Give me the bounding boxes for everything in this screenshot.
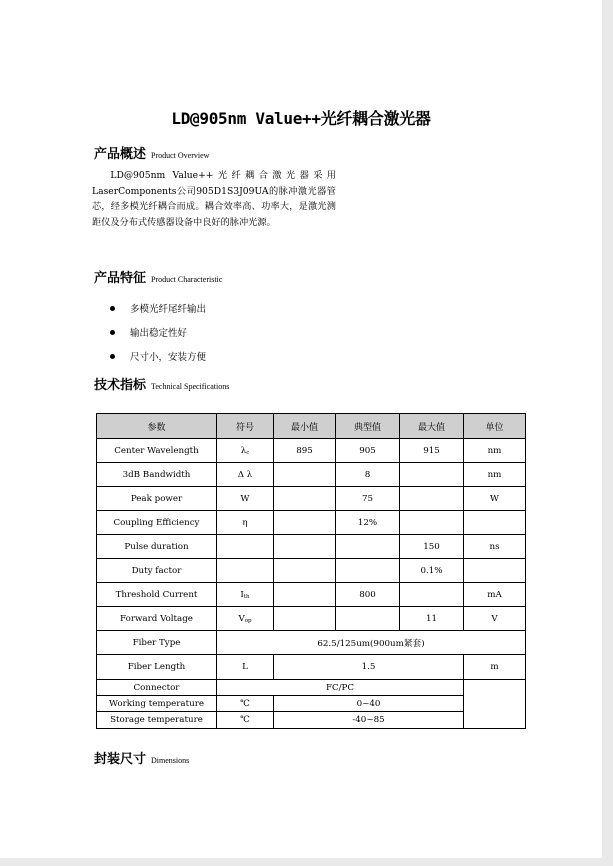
section-heading-en: Product Overview xyxy=(151,151,210,160)
min-cell xyxy=(274,463,336,487)
symbol-cell xyxy=(217,439,274,463)
max-cell: 11 xyxy=(400,607,464,631)
symbol-cell xyxy=(217,487,274,511)
fiber-length-value: 1.5 xyxy=(274,655,464,680)
typ-cell xyxy=(336,607,400,631)
param-cell: Pulse duration xyxy=(97,535,217,559)
symbol-text: W xyxy=(240,493,250,504)
section-heading-characteristic xyxy=(94,267,222,286)
typ-cell xyxy=(336,559,400,583)
symbol-text: V xyxy=(238,613,245,624)
param-cell: Threshold Current xyxy=(97,583,217,607)
header-cell: 最小值 xyxy=(274,414,336,439)
typ-cell: 12% xyxy=(336,511,400,535)
symbol-cell xyxy=(217,559,274,583)
param-cell: Peak power xyxy=(97,487,217,511)
param-cell: Duty factor xyxy=(97,559,217,583)
symbol-subscript: th xyxy=(243,593,250,600)
typ-cell: 905 xyxy=(336,439,400,463)
storage-temp-value: -40~85 xyxy=(274,712,464,729)
typ-cell xyxy=(336,535,400,559)
list-item xyxy=(110,344,206,368)
section-heading-en: Dimensions xyxy=(151,756,190,765)
param-cell: Working temperature xyxy=(97,696,217,712)
min-cell xyxy=(274,487,336,511)
unit-cell: nm xyxy=(464,463,526,487)
max-cell: 150 xyxy=(400,535,464,559)
header-cell: 单位 xyxy=(464,414,526,439)
document-title: LD@905nm Value++光纤耦合激光器 xyxy=(171,109,431,128)
typ-cell: 75 xyxy=(336,487,400,511)
min-cell xyxy=(274,583,336,607)
symbol-cell xyxy=(217,463,274,487)
working-temp-value: 0~40 xyxy=(274,696,464,712)
unit-cell-empty xyxy=(464,680,526,729)
overview-paragraph: LD@905nm Value++光纤耦合激光器采用LaserComponents公司905D1S3J09UA的脉冲激光器管芯，经多模光纤耦合而成。耦合效率高、功率大，是激光测距仪及分布式传感器设备中良好的脉冲光源。 xyxy=(92,170,336,228)
max-cell xyxy=(400,511,464,535)
table-row xyxy=(97,511,526,535)
table-row xyxy=(97,655,526,680)
table-row xyxy=(97,439,526,463)
max-cell xyxy=(400,583,464,607)
max-cell: 0.1% xyxy=(400,559,464,583)
param-cell: Coupling Efficiency xyxy=(97,511,217,535)
bullet-icon xyxy=(110,354,115,359)
symbol-cell: ℃ xyxy=(217,712,274,729)
section-heading-zh: 产品特征 xyxy=(94,271,147,286)
section-heading-zh: 产品概述 xyxy=(94,147,147,162)
bullet-icon xyxy=(110,330,115,335)
table-row xyxy=(97,583,526,607)
section-heading-en: Technical Specifications xyxy=(151,382,230,391)
typ-cell: 8 xyxy=(336,463,400,487)
symbol-cell: ℃ xyxy=(217,696,274,712)
max-cell xyxy=(400,463,464,487)
list-item xyxy=(110,320,206,344)
min-cell xyxy=(274,559,336,583)
param-cell: Center Wavelength xyxy=(97,439,217,463)
min-cell xyxy=(274,535,336,559)
min-cell xyxy=(274,511,336,535)
symbol-cell xyxy=(217,511,274,535)
connector-value: FC/PC xyxy=(217,680,464,696)
fiber-type-value: 62.5/125um(900um紧套) xyxy=(217,631,526,655)
unit-cell: mA xyxy=(464,583,526,607)
section-heading-zh: 封装尺寸 xyxy=(94,752,147,767)
min-cell xyxy=(274,607,336,631)
table-row xyxy=(97,631,526,655)
bullet-icon xyxy=(110,306,115,311)
param-cell: Fiber Length xyxy=(97,655,217,680)
section-heading-overview xyxy=(94,143,209,162)
header-cell: 最大值 xyxy=(400,414,464,439)
symbol-cell xyxy=(217,535,274,559)
symbol-text: Δ λ xyxy=(237,469,253,480)
unit-cell: W xyxy=(464,487,526,511)
section-heading-en: Product Characteristic xyxy=(151,275,223,284)
table-row xyxy=(97,535,526,559)
max-cell: 915 xyxy=(400,439,464,463)
header-cell: 典型值 xyxy=(336,414,400,439)
symbol-subscript: op xyxy=(244,617,252,624)
param-cell: Fiber Type xyxy=(97,631,217,655)
symbol-cell: L xyxy=(217,655,274,680)
table-row xyxy=(97,487,526,511)
unit-cell xyxy=(464,559,526,583)
table-row xyxy=(97,712,526,729)
section-heading-zh: 技术指标 xyxy=(94,378,147,393)
header-cell: 参数 xyxy=(97,414,217,439)
feature-list xyxy=(110,296,206,368)
param-cell: 3dB Bandwidth xyxy=(97,463,217,487)
header-cell: 符号 xyxy=(217,414,274,439)
feature-text: 输出稳定性好 xyxy=(130,328,188,339)
param-cell: Forward Voltage xyxy=(97,607,217,631)
table-row xyxy=(97,696,526,712)
table-row xyxy=(97,607,526,631)
unit-cell: m xyxy=(464,655,526,680)
table-row xyxy=(97,680,526,696)
unit-cell: V xyxy=(464,607,526,631)
list-item xyxy=(110,296,206,320)
symbol-cell xyxy=(217,583,274,607)
param-cell: Connector xyxy=(97,680,217,696)
section-heading-specs xyxy=(94,374,229,393)
max-cell xyxy=(400,487,464,511)
unit-cell: nm xyxy=(464,439,526,463)
symbol-cell xyxy=(217,607,274,631)
section-heading-dimensions xyxy=(94,748,189,767)
symbol-subscript: c xyxy=(246,449,250,456)
min-cell: 895 xyxy=(274,439,336,463)
feature-text: 多模光纤尾纤输出 xyxy=(130,304,207,315)
unit-cell xyxy=(464,511,526,535)
unit-cell: ns xyxy=(464,535,526,559)
typ-cell: 800 xyxy=(336,583,400,607)
spec-table xyxy=(96,413,526,729)
symbol-text: η xyxy=(242,517,248,528)
table-row xyxy=(97,463,526,487)
symbol-text: I xyxy=(240,589,244,600)
table-row xyxy=(97,559,526,583)
param-cell: Storage temperature xyxy=(97,712,217,729)
feature-text: 尺寸小，安装方便 xyxy=(130,352,207,363)
table-header-row xyxy=(97,414,526,439)
symbol-text: λ xyxy=(240,445,247,456)
